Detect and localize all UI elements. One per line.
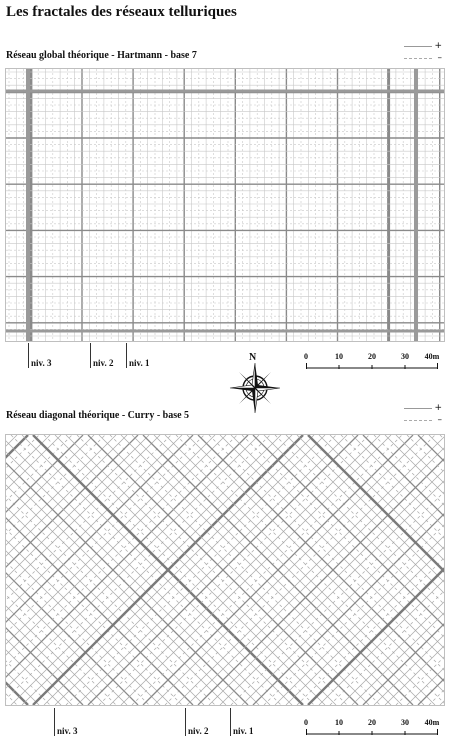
curry-line — [6, 435, 226, 705]
curry-line — [264, 435, 444, 705]
legend-plus: + — [434, 41, 442, 51]
legend-solid-line — [404, 408, 432, 409]
curry-line — [6, 435, 193, 705]
hartmann-scale-bar — [306, 352, 438, 372]
curry-scale-bar — [306, 718, 438, 738]
legend-dashed-line — [404, 420, 432, 421]
curry-line — [374, 435, 444, 705]
hartmann-level-3-marker — [28, 343, 29, 368]
curry-line — [6, 435, 182, 705]
hartmann-level-2-marker — [90, 343, 91, 368]
scale-tick-10: 10 — [335, 718, 343, 727]
curry-level-3-marker — [54, 708, 55, 736]
curry-line — [286, 435, 444, 705]
compass-rose — [229, 352, 281, 414]
curry-level-1-label: niv. 1 — [233, 726, 254, 736]
curry-line — [6, 435, 182, 705]
curry-line — [418, 435, 444, 705]
curry-line — [242, 435, 444, 705]
hartmann-grid-drawing — [6, 69, 444, 341]
scale-tick-30: 30 — [401, 352, 409, 361]
curry-line — [6, 435, 270, 705]
curry-line — [6, 435, 270, 705]
scale-tick-40m: 40m — [424, 718, 440, 727]
scale-bar-line — [306, 362, 438, 370]
scale-tick-20: 20 — [368, 352, 376, 361]
legend-solid-line — [404, 46, 432, 47]
curry-line — [6, 435, 259, 705]
hartmann-title: Réseau global théorique - Hartmann - base 7 — [6, 50, 197, 61]
page-title: Les fractales des réseaux telluriques — [6, 4, 237, 20]
scale-tick-0: 0 — [304, 352, 308, 361]
curry-line — [418, 435, 444, 705]
curry-line — [198, 435, 444, 705]
curry-line — [6, 435, 226, 705]
scale-bar-line — [306, 728, 438, 736]
curry-line — [6, 435, 149, 705]
curry-line — [6, 435, 193, 705]
curry-grid-drawing — [6, 435, 444, 705]
curry-line — [6, 435, 39, 705]
hartmann-grid — [5, 68, 445, 342]
legend-plus: + — [434, 403, 442, 413]
legend-minus: – — [437, 53, 442, 63]
curry-level-2-label: niv. 2 — [188, 726, 209, 736]
curry-line — [6, 435, 116, 705]
curry-level-1-marker — [230, 708, 231, 736]
curry-line — [6, 435, 149, 705]
scale-tick-20: 20 — [368, 718, 376, 727]
scale-tick-10: 10 — [335, 352, 343, 361]
curry-line — [264, 435, 444, 705]
hartmann-level-1-label: niv. 1 — [129, 358, 150, 368]
curry-line — [6, 435, 259, 705]
curry-title: Réseau diagonal théorique - Curry - base 5 — [6, 410, 190, 421]
curry-line — [286, 435, 444, 705]
curry-line — [6, 435, 83, 705]
curry-grid — [5, 434, 445, 706]
curry-line — [198, 435, 444, 705]
curry-level-2-marker — [185, 708, 186, 736]
scale-tick-40m: 40m — [424, 352, 440, 361]
curry-line — [374, 435, 444, 705]
legend-minus: – — [437, 415, 442, 425]
curry-line — [242, 435, 444, 705]
hartmann-legend — [404, 42, 444, 66]
legend-dashed-line — [404, 58, 432, 59]
hartmann-level-1-marker — [126, 343, 127, 368]
curry-legend — [404, 404, 444, 428]
hartmann-level-2-label: niv. 2 — [93, 358, 114, 368]
curry-level-3-label: niv. 3 — [57, 726, 78, 736]
compass-north-label: N — [249, 352, 257, 363]
scale-tick-0: 0 — [304, 718, 308, 727]
curry-line — [6, 435, 116, 705]
curry-line — [6, 435, 83, 705]
hartmann-level-3-label: niv. 3 — [31, 358, 52, 368]
compass-icon — [229, 362, 281, 414]
curry-line — [6, 435, 39, 705]
scale-tick-30: 30 — [401, 718, 409, 727]
